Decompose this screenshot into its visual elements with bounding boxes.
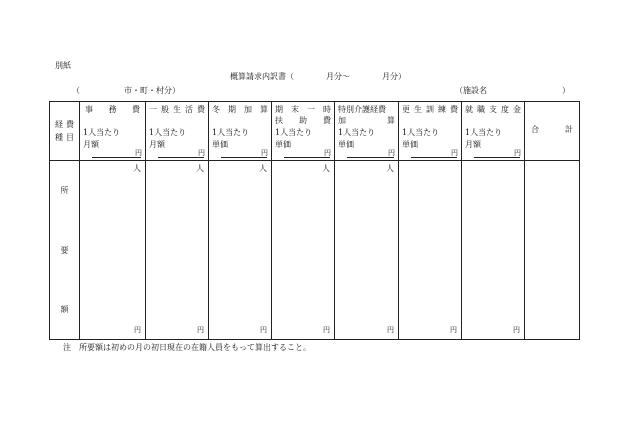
body-label-cell (50, 161, 80, 340)
row-header-char: 経 (55, 120, 63, 129)
col-title-char: 費 (450, 105, 458, 114)
col-title-char: 生 (414, 105, 422, 114)
row-header-char: 種 (55, 133, 63, 142)
col-title-char: 務 (108, 105, 117, 114)
per-person-label: 1人当たり (149, 128, 187, 137)
yen-unit: 円 (513, 326, 520, 334)
col-title-char: 支 (489, 105, 497, 114)
estimate-table (49, 101, 580, 340)
yen-unit: 円 (387, 326, 394, 334)
column-header-special-care (335, 102, 399, 161)
yen-label: 円 (451, 149, 458, 157)
col-title-char: 費 (132, 105, 140, 114)
yen-unit: 円 (323, 326, 330, 334)
yen-label: 円 (324, 149, 331, 157)
col-title-char: 練 (438, 105, 446, 114)
column-header-winter (209, 102, 272, 161)
col-title-char: 算 (260, 105, 268, 114)
col-title-char: 般 (161, 105, 169, 114)
col-title-char: 末 (291, 105, 299, 114)
yen-label: 円 (388, 149, 395, 157)
body-label-char: 所 (60, 186, 69, 195)
col-title-char: 訓 (426, 105, 434, 114)
col-title-char: 活 (185, 105, 193, 114)
footnote: 注 所要額は初めの月の初日現在の在籍人員をもって算出すること。 (63, 343, 311, 352)
col-title-char: 職 (477, 105, 485, 114)
total-char: 合 (531, 125, 539, 134)
yen-label: 円 (261, 149, 268, 157)
col-title-char: 就 (465, 105, 473, 114)
yen-label: 円 (135, 149, 142, 157)
municipality-label: 市・町・村分） (124, 86, 180, 95)
per-person-label: 1人当たり (338, 128, 376, 137)
amount-cell[interactable] (272, 161, 335, 340)
row-header-char: 目 (66, 133, 74, 142)
col-title-char: 冬 (212, 105, 220, 114)
col-title-char: 算 (387, 116, 395, 125)
column-header-term-end (272, 102, 335, 161)
person-unit: 人 (259, 164, 267, 173)
amount-line (347, 157, 394, 158)
yen-unit: 円 (450, 326, 457, 334)
form-title: 概算請求内訳書（ 月分～ 月分） (230, 72, 406, 81)
person-unit: 人 (196, 164, 204, 173)
per-person-label: 1人当たり (212, 128, 250, 137)
close-paren: ） (562, 86, 570, 95)
total-char: 計 (565, 125, 573, 134)
col-title-char: 加 (244, 105, 252, 114)
amount-kind-label: 月額 (465, 140, 481, 149)
per-person-label: 1人当たり (465, 128, 503, 137)
amount-kind-label: 月額 (149, 140, 165, 149)
per-person-label: 1人当たり (402, 128, 440, 137)
col-title-char: 更 (402, 105, 410, 114)
col-title-char: 費 (197, 105, 205, 114)
col-title-char: 一 (149, 105, 157, 114)
amount-kind-label: 単価 (338, 140, 354, 149)
person-unit: 人 (386, 164, 394, 173)
amount-cell[interactable] (80, 161, 146, 340)
amount-kind-label: 単価 (275, 140, 291, 149)
page-label: 別紙 (55, 61, 71, 70)
col-title-char: 金 (513, 105, 521, 114)
col-title-char: 一 (307, 105, 315, 114)
yen-unit: 円 (260, 326, 267, 334)
person-unit: 人 (133, 164, 141, 173)
yen-label: 円 (514, 149, 521, 157)
col-title-char: 加 (338, 116, 346, 125)
col-title-char: 扶 (275, 116, 283, 125)
per-person-label: 1人当たり (83, 128, 121, 137)
amount-kind-label: 単価 (212, 140, 228, 149)
col-title-char: 生 (173, 105, 181, 114)
row-header-cell (50, 102, 80, 161)
row-header-char: 費 (66, 120, 74, 129)
column-header-living (146, 102, 209, 161)
amount-cell[interactable] (209, 161, 272, 340)
col-title-char: 事 (85, 105, 93, 114)
body-label-char: 額 (60, 305, 69, 314)
amount-cell[interactable] (146, 161, 209, 340)
person-unit: 人 (322, 164, 330, 173)
col-title-char: 期 (275, 105, 283, 114)
facility-label: （施設名 (455, 86, 487, 95)
yen-unit: 円 (134, 326, 141, 334)
body-label-char: 要 (60, 245, 69, 255)
amount-cell[interactable] (462, 161, 525, 340)
col-title-char: 期 (228, 105, 236, 114)
col-title-char: 費 (323, 116, 331, 125)
open-paren: （ (72, 86, 80, 95)
yen-label: 円 (198, 149, 205, 157)
per-person-label: 1人当たり (275, 128, 313, 137)
yen-unit: 円 (197, 326, 204, 334)
column-header-total (525, 102, 580, 161)
column-header-employment (462, 102, 525, 161)
column-header-office (80, 102, 146, 161)
col-title-text: 特別介護経費 (338, 105, 386, 114)
col-title-char: 助 (299, 116, 307, 125)
amount-kind-label: 単価 (402, 140, 418, 149)
amount-kind-label: 月額 (83, 140, 99, 149)
amount-cell[interactable] (399, 161, 462, 340)
column-header-rehab (399, 102, 462, 161)
col-title-char: 時 (323, 105, 331, 114)
col-title-char: 度 (501, 105, 509, 114)
total-amount-cell[interactable] (525, 161, 580, 340)
amount-line (92, 157, 141, 158)
amount-cell[interactable] (335, 161, 399, 340)
